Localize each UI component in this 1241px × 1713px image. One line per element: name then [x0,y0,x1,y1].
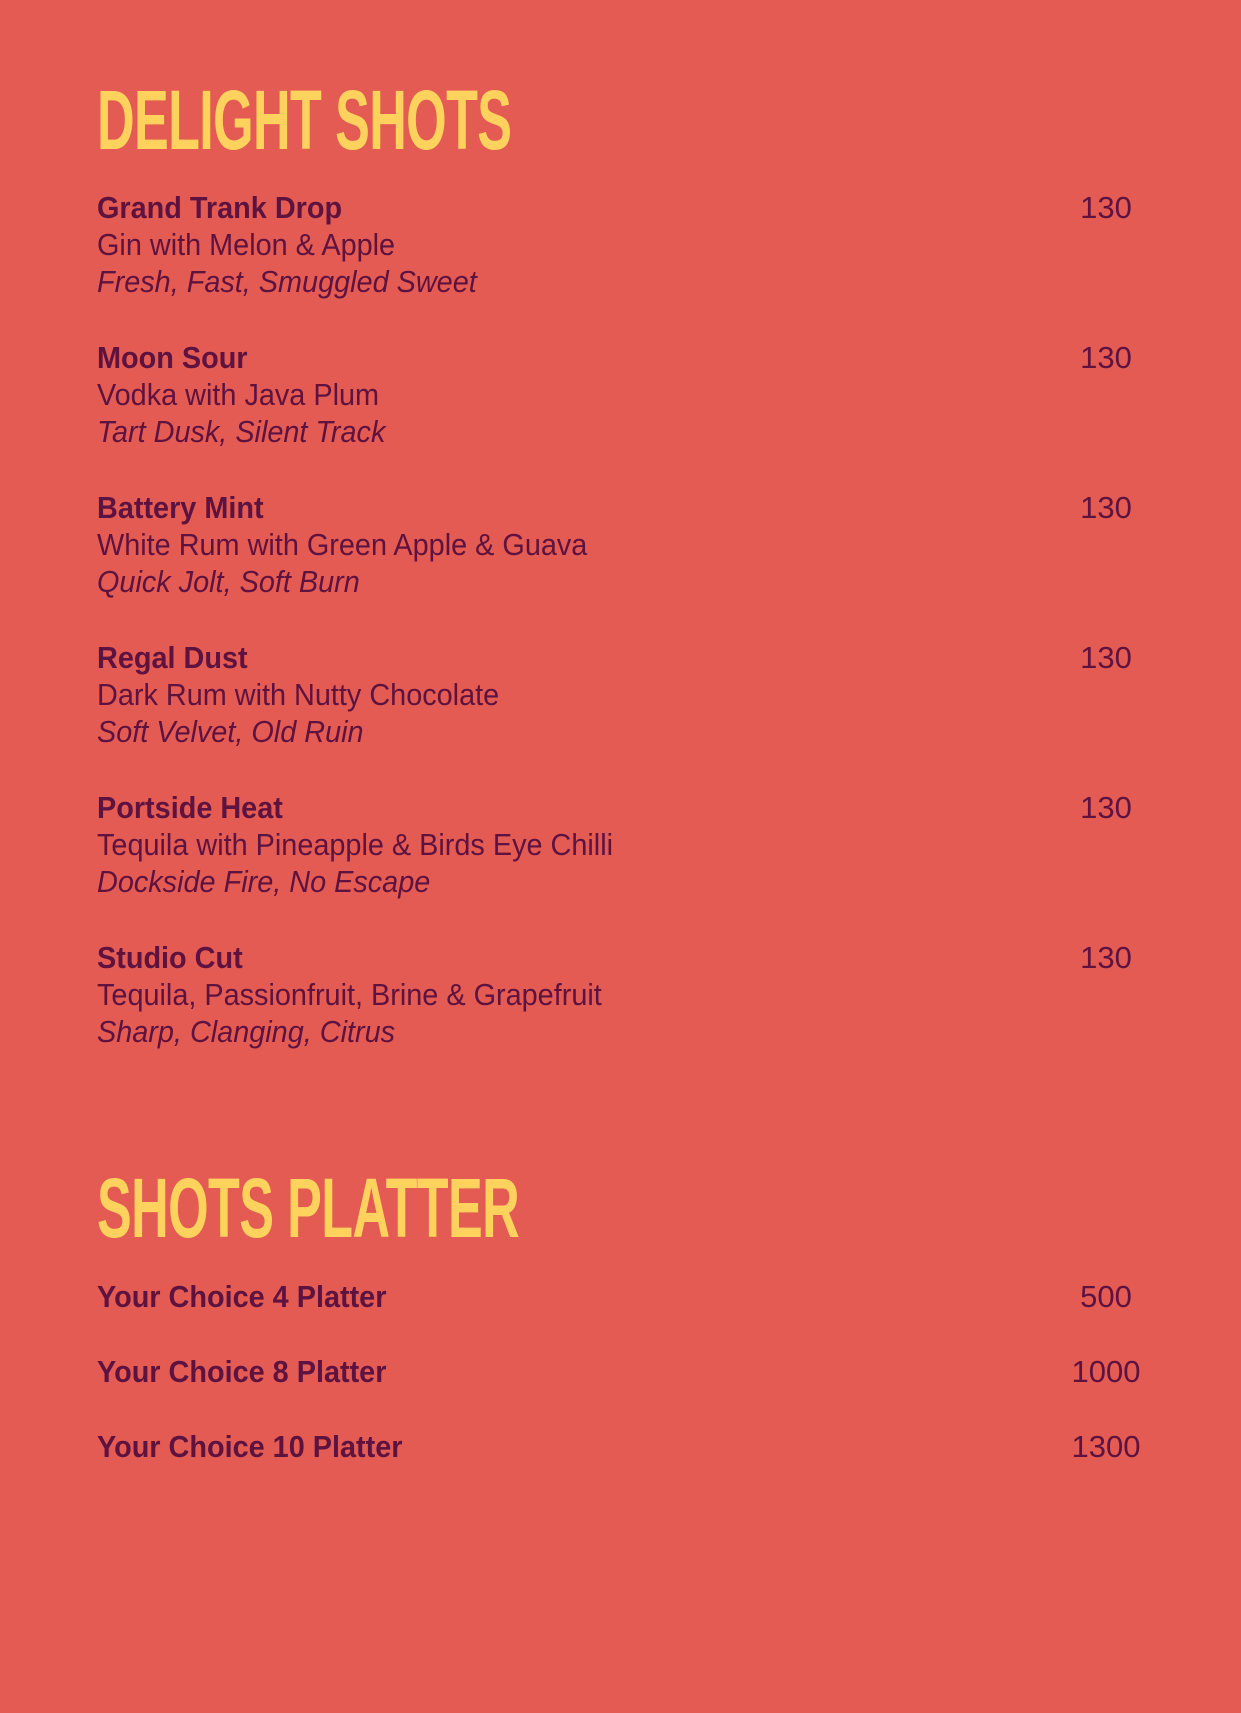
item-tagline: Sharp, Clanging, Citrus [97,1014,396,1049]
item-description: Vodka with Java Plum [97,377,380,412]
item-name: Your Choice 8 Platter [97,1354,387,1389]
item-price: 130 [1080,790,1132,825]
menu-item [97,789,1147,900]
item-tagline: Dockside Fire, No Escape [97,864,431,899]
item-description: Gin with Melon & Apple [97,227,396,262]
item-price: 130 [1080,190,1132,225]
item-price: 130 [1080,940,1132,975]
item-description: White Rum with Green Apple & Guava [97,527,588,562]
item-name: Regal Dust [97,640,248,675]
item-name: Portside Heat [97,790,283,825]
item-price: 130 [1080,340,1132,375]
item-tagline: Soft Velvet, Old Ruin [97,714,364,749]
item-tagline: Tart Dusk, Silent Track [97,414,386,449]
item-tagline: Fresh, Fast, Smuggled Sweet [97,264,477,299]
menu-item [97,339,1147,450]
item-description: Tequila, Passionfruit, Brine & Grapefruit [97,977,602,1012]
section-title-delight-shots: DELIGHT SHOTS [97,73,512,167]
item-price: 1300 [1071,1429,1141,1464]
item-name: Studio Cut [97,940,243,975]
item-name: Grand Trank Drop [97,190,343,225]
item-price: 130 [1080,490,1132,525]
item-price: 500 [1080,1279,1132,1314]
item-name: Your Choice 4 Platter [97,1279,387,1314]
item-description: Tequila with Pineapple & Birds Eye Chilli [97,827,614,862]
section-title-shots-platter: SHOTS PLATTER [97,1161,520,1255]
menu-item [97,489,1147,600]
item-description: Dark Rum with Nutty Chocolate [97,677,500,712]
item-price: 130 [1080,640,1132,675]
menu-item [97,189,1147,300]
item-name: Battery Mint [97,490,264,525]
item-name: Moon Sour [97,340,248,375]
menu-item [97,639,1147,750]
item-price: 1000 [1071,1354,1141,1389]
platter-item [97,1428,1147,1465]
platter-item [97,1353,1147,1390]
platter-item [97,1278,1147,1315]
menu-item [97,939,1147,1050]
item-tagline: Quick Jolt, Soft Burn [97,564,360,599]
item-name: Your Choice 10 Platter [97,1429,403,1464]
